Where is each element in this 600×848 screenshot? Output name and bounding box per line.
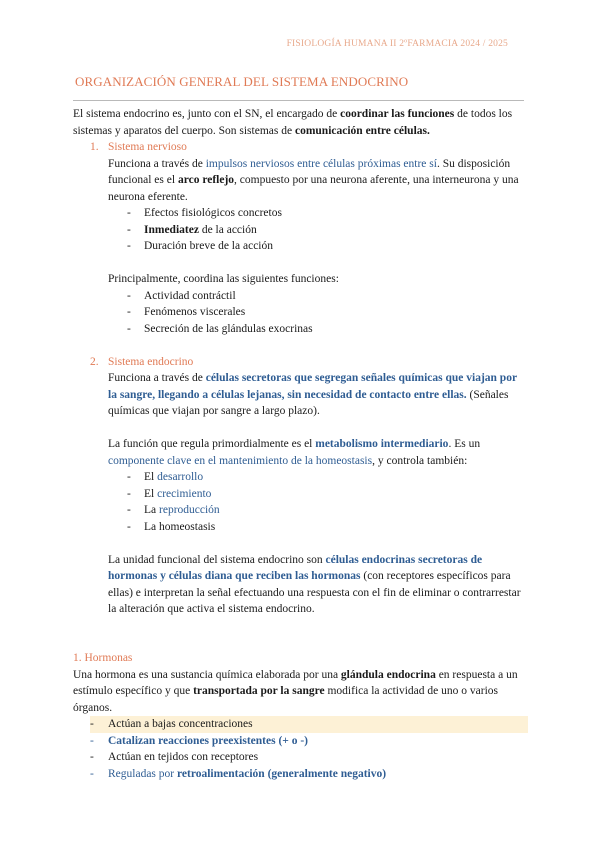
s1-functions-list [127,288,528,338]
list-item-text: Efectos fisiológicos concretos [144,207,282,219]
bullet-dash: - [127,471,131,483]
section-label: Sistema endocrino [108,355,194,368]
text: Una hormona es una sustancia química elaborada por una [73,668,341,681]
list-item [127,288,528,305]
bullet-dash: - [127,322,131,335]
list-item-text: Secreción de las glándulas exocrinas [144,322,313,335]
list-item [90,733,528,750]
list-item-text: La homeostasis [144,520,216,533]
list-item [127,519,528,536]
bullet-dash: - [127,240,131,252]
page-title: ORGANIZACIÓN GENERAL DEL SISTEMA ENDOCRINO [75,74,409,89]
bold-text: transportada por la sangre [193,685,325,697]
list-item [90,766,528,783]
list-item-text: El [144,471,158,483]
blue-bold-text: metabolismo intermediario [315,438,449,450]
text: La unidad funcional del sistema endocrino son [108,553,326,566]
bullet-dash: - [90,718,94,730]
text: Funciona a través de [108,372,206,384]
list-item [90,716,528,733]
bullet-dash: - [90,734,94,747]
list-item-text: Actividad contráctil [144,289,236,302]
list-item-text: La [144,504,160,516]
text: modifica la actividad de uno o varios órganos. [73,685,498,714]
s1-effects-list [127,205,528,255]
list-item [127,502,528,519]
bold-text: Inmediatez [144,223,199,236]
intro-bold: comunicación entre células. [294,124,430,137]
list-item-text: Actúan en tejidos con receptores [108,751,259,763]
blue-text: impulsos nerviosos entre células próximas entre sí [205,157,437,170]
list-item [90,749,528,766]
section-heading-hormonas: 1. Hormonas [73,652,133,664]
s2-unit-paragraph [108,552,528,618]
bold-text: arco reflejo [177,174,235,186]
section-label: Sistema nervioso [108,141,187,153]
bold-text: glándula endocrina [340,668,436,681]
text: (con receptores específicos para ellas) e interpretan la señal efectuando una respuesta con el fin de eliminar o contrarrestar la alteración que activa el sistema endocrino. [108,570,521,615]
blue-bold-text: células endocrinas secretoras de hormonas y células diana que reciben las hormonas [108,553,483,582]
list-item-text: Fenómenos viscerales [144,306,246,318]
s2-paragraph [108,370,528,420]
text: , y controla también: [372,454,468,467]
section-sistema-endocrino [90,354,528,371]
text: en respuesta a un estímulo específico y que [73,668,518,697]
list-item [127,222,528,239]
blue-text: desarrollo [157,471,204,483]
list-item [127,304,528,321]
list-item [127,238,528,255]
section-number: 2. [90,355,99,368]
section-number: 1. [90,141,99,153]
list-item [127,469,528,486]
s2-controls-list [127,469,528,535]
bullet-dash: - [90,767,94,780]
list-item [127,205,528,222]
blue-text: componente clave en el mantenimiento de la homeostasis [108,454,373,467]
blue-bold-text: retroalimentación (generalmente negativo) [176,767,387,780]
blue-text: reproducción [159,504,220,516]
intro-text: El sistema endocrino es, junto con el SN, el encargado de [73,108,341,120]
text: . Es un [448,438,481,450]
list-item-text: Duración breve de la acción [144,240,273,252]
list-item-text: Actúan a bajas concentraciones [108,718,253,730]
intro-paragraph [73,106,528,139]
blue-text: crecimiento [157,487,212,500]
bullet-dash: - [127,520,131,533]
bullet-dash: - [127,504,131,516]
title-divider [73,100,524,101]
bullet-dash: - [90,751,94,763]
blue-bold-text: Catalizan reacciones preexistentes (+ o -) [108,734,308,747]
page-header: FISIOLOGÍA HUMANA II 2ºFARMACIA 2024 / 2025 [286,39,508,49]
s1-paragraph [108,156,528,206]
bullet-dash: - [127,289,131,302]
list-item [127,321,528,338]
text: (Señales químicas que viajan por sangre a largo plazo). [108,388,509,417]
intro-text: de todos los sistemas y aparatos del cuerpo. Son sistemas de [73,108,513,137]
bullet-dash: - [127,306,131,318]
blue-text: Reguladas por [108,767,177,780]
text: La función que regula primordialmente es el [108,438,316,450]
bullet-dash: - [127,207,131,219]
text: Funciona a través de [108,157,206,170]
s1-functions-intro: Principalmente, coordina las siguientes funciones: [108,273,339,285]
text: , compuesto por una neurona aferente, una interneurona y una neurona eferente. [108,174,519,203]
blue-bold-text: células secretoras que segregan señales químicas que viajan por la sangre, llegando a células lejanas, sin necesidad de contacto entre ellas. [108,372,517,401]
section-sistema-nervioso [90,139,528,156]
hormonas-paragraph [73,667,528,717]
document-body [73,106,528,782]
text: . Su disposición funcional es el [108,157,511,186]
list-item-text: de la acción [198,223,257,236]
list-item [127,486,528,503]
bullet-dash: - [127,223,131,236]
hormonas-list [90,716,528,782]
bullet-dash: - [127,487,131,500]
s2-function-paragraph [108,436,528,469]
list-item-text: El [144,487,158,500]
intro-bold: coordinar las funciones [340,108,455,120]
